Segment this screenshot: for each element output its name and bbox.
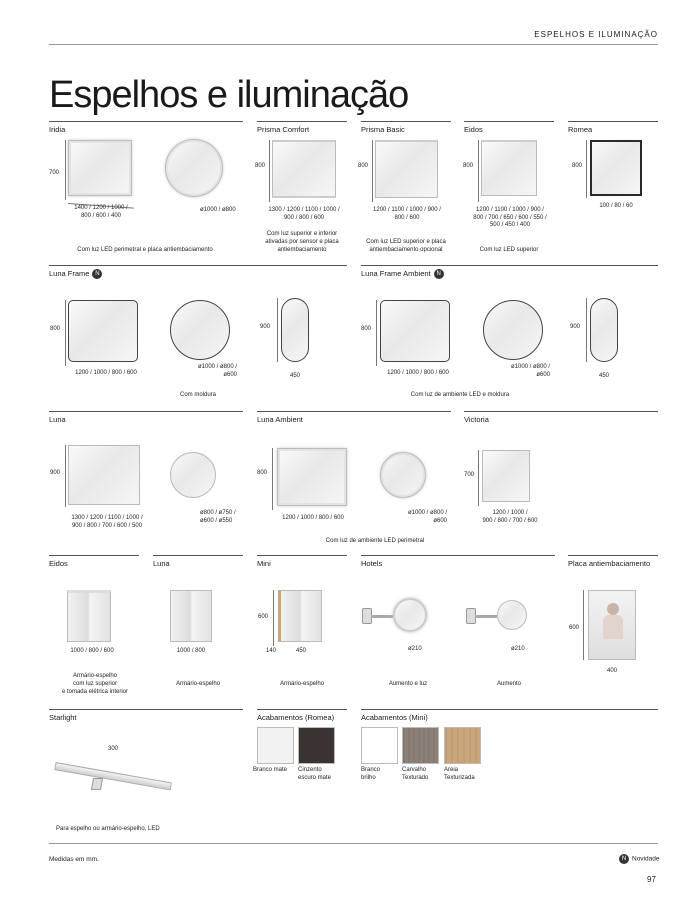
footer-legend (619, 854, 659, 864)
placa-image (588, 590, 636, 660)
product-name-mini: Mini (257, 559, 271, 568)
divider (257, 121, 347, 122)
product-name-hotels: Hotels (361, 559, 383, 568)
swatch-label: Cinzento escuro mate (298, 767, 332, 781)
dim-line (586, 298, 587, 362)
divider (361, 265, 658, 266)
page-header (49, 30, 658, 44)
caption: Com luz de ambiente LED perimetral (325, 538, 425, 544)
caption: Armário-espelho (175, 681, 221, 687)
page-number: 97 (647, 875, 656, 884)
dim-height: 800 (255, 163, 266, 169)
dim-widths: 1000 / 800 / 600 (70, 648, 114, 654)
dim-line (65, 300, 66, 366)
luna-frame-ambient-pill-mirror (590, 298, 618, 362)
caption: Aumento e luz (388, 681, 428, 687)
footer-note: Medidas em mm. (49, 856, 99, 863)
iridia-round-mirror (165, 139, 223, 197)
mini-cabinet-image (278, 590, 322, 642)
person-head-icon (607, 603, 619, 615)
dim-depth: 140 (266, 648, 277, 654)
romea-mirror (590, 140, 642, 196)
product-name-eidos: Eidos (464, 125, 483, 134)
luna-cabinet-image (170, 590, 212, 642)
divider (568, 121, 658, 122)
swatch-label: Branco brilho (361, 767, 381, 781)
dim-height: 700 (49, 170, 60, 176)
product-name-luna-frame-ambient: Luna Frame Ambient N (361, 269, 444, 279)
dim-line (269, 140, 270, 202)
dim-height: 900 (50, 470, 61, 476)
dim-height: 900 (570, 324, 581, 330)
luna-rect-mirror (68, 445, 140, 505)
divider (361, 709, 658, 710)
eidos-mirror (481, 140, 537, 196)
caption: Com luz LED perimetral e placa antiembaciamento (77, 247, 213, 253)
header-divider (49, 44, 658, 45)
page-title: Espelhos e iluminação (49, 74, 409, 116)
product-name-victoria: Victoria (464, 415, 489, 424)
dim-widths: 1200 / 1000 / 900 / 800 / 700 / 600 (482, 510, 538, 524)
product-name-iridia: Iridia (49, 125, 66, 134)
product-name-luna-cabinet: Luna (153, 559, 170, 568)
divider (464, 121, 554, 122)
prisma-basic-mirror (375, 140, 438, 198)
caption: Armário-espelho (279, 681, 325, 687)
product-name-prisma-basic: Prisma Basic (361, 125, 405, 134)
divider (361, 555, 555, 556)
victoria-mirror (482, 450, 530, 502)
iridia-rect-mirror (68, 140, 132, 196)
dim-widths: 1200 / 1100 / 1000 / 900 / 800 / 600 (373, 207, 441, 221)
dim-width: 450 (296, 648, 307, 654)
dim-diameters: ø1000 / ø800 / ø600 (408, 510, 448, 524)
dim-height: 800 (572, 163, 583, 169)
starlight-bracket-icon (91, 778, 103, 790)
hotels-arm-icon (371, 615, 393, 618)
product-name-placa: Placa antiembaciamento (568, 559, 651, 568)
swatch-branco-mate (257, 727, 294, 764)
dim-height: 900 (260, 324, 271, 330)
caption: Para espelho ou armário-espelho, LED (56, 826, 160, 832)
dim-height: 600 (569, 625, 580, 631)
divider (568, 555, 658, 556)
product-name-romea: Romea (568, 125, 593, 134)
product-name-acabamentos-mini: Acabamentos (Mini) (361, 713, 428, 722)
luna-frame-ambient-round-mirror (483, 300, 543, 360)
dim-line (277, 298, 278, 362)
dim-height: 800 (358, 163, 369, 169)
hotels-magnifier-light-mirror (393, 598, 427, 632)
product-name-eidos-cabinet: Eidos (49, 559, 68, 568)
dim-width: 450 (598, 373, 609, 379)
swatch-cinzento-escuro-mate (298, 727, 335, 764)
divider (49, 555, 139, 556)
luna-ambient-rect-mirror (277, 448, 347, 506)
product-name-acabamentos-romea: Acabamentos (Romea) (257, 713, 335, 722)
swatch-areia-texturizada (444, 727, 481, 764)
dim-widths: 1200 / 1000 / 800 / 600 (75, 370, 137, 376)
new-badge-icon: N (434, 269, 444, 279)
dim-diameters: ø1000 / ø800 / ø600 (511, 364, 551, 378)
luna-round-mirror (170, 452, 216, 498)
dim-height: 600 (258, 614, 269, 620)
dim-diameters: ø1000 / ø800 (200, 207, 236, 213)
swatch-label: Carvalho Texturado (402, 767, 429, 781)
dim-height: 800 (361, 326, 372, 332)
section-title: ESPELHOS E ILUMINAÇÃO (534, 30, 658, 39)
divider (49, 709, 243, 710)
dim-diameter: ø210 (408, 646, 422, 652)
dim-height: 800 (50, 326, 61, 332)
product-name-luna-ambient: Luna Ambient (257, 415, 303, 424)
eidos-cabinet-image (67, 590, 111, 642)
divider (257, 411, 451, 412)
caption: Com luz LED superior e placa antiembaciamento opcional (366, 239, 446, 253)
dim-line (583, 590, 584, 660)
dim-widths: 1400 / 1200 / 1000 / 800 / 600 / 400 (74, 205, 128, 219)
dim-length: 300 (108, 746, 119, 752)
dim-line (372, 140, 373, 202)
dim-line (273, 590, 274, 646)
dim-height: 800 (463, 163, 474, 169)
dim-widths: 1200 / 1000 / 800 / 600 (387, 370, 449, 376)
caption: Aumento (496, 681, 521, 687)
divider (257, 555, 347, 556)
dim-widths: 1200 / 1000 / 800 / 600 (282, 515, 344, 521)
dim-line (586, 140, 587, 198)
dim-diameter: ø210 (511, 646, 525, 652)
dim-widths: 1000 / 800 (176, 648, 206, 654)
dim-height: 800 (257, 470, 268, 476)
luna-frame-round-mirror (170, 300, 230, 360)
product-name-luna-frame: Luna Frame N (49, 269, 102, 279)
product-name-luna: Luna (49, 415, 66, 424)
caption: Com luz de ambiente LED e moldura (410, 392, 510, 398)
caption: Com luz superior e inferior ativadas por sensor e placa antiembaciamento (265, 231, 339, 253)
hotels-magnifier-mirror (497, 600, 527, 630)
swatch-label: Areia Texturizada (444, 767, 475, 781)
swatch-branco-brilho (361, 727, 398, 764)
dim-line (478, 450, 479, 506)
person-body-icon (603, 615, 623, 639)
footer-divider (49, 843, 658, 844)
caption: Com luz LED superior (479, 247, 539, 253)
dim-widths: 1300 / 1200 / 1100 / 1000 / 900 / 800 / 700 / 600 / 500 (71, 515, 143, 529)
divider (361, 121, 451, 122)
dim-width: 400 (606, 668, 617, 674)
new-badge-icon: N (92, 269, 102, 279)
divider (49, 411, 243, 412)
footer-legend-label: Novidade (632, 855, 660, 863)
product-name-prisma-comfort: Prisma Comfort (257, 125, 310, 134)
dim-diameters: ø1000 / ø800 / ø600 (198, 364, 238, 378)
caption: Armário-espelho com luz superior e tomada elétrica interior (61, 673, 129, 695)
dim-widths: 1300 / 1200 / 1100 / 1000 / 900 / 800 / 600 (268, 207, 340, 221)
luna-ambient-round-mirror (380, 452, 426, 498)
product-name-starlight: Starlight (49, 713, 77, 722)
swatch-carvalho-texturado (402, 727, 439, 764)
divider (49, 121, 243, 122)
dim-line (65, 445, 66, 507)
new-badge-icon: N (619, 854, 629, 864)
dim-line (376, 300, 377, 366)
luna-frame-rect-mirror (68, 300, 138, 362)
dim-line (65, 140, 66, 200)
dim-height: 700 (464, 472, 475, 478)
dim-width: 450 (289, 373, 300, 379)
dim-widths: 1200 / 1100 / 1000 / 900 / 800 / 700 / 650 / 600 / 550 / 500 / 450 / 400 (473, 207, 547, 228)
hotels-arm-icon (475, 615, 497, 618)
starlight-lamp-image (54, 762, 172, 790)
divider (257, 709, 347, 710)
divider (49, 265, 347, 266)
divider (153, 555, 243, 556)
luna-frame-pill-mirror (281, 298, 309, 362)
caption: Com moldura (179, 392, 216, 398)
dim-widths: 100 / 80 / 60 (599, 203, 633, 209)
swatch-label: Branco mate (253, 767, 288, 773)
divider (464, 411, 658, 412)
dim-line (478, 140, 479, 202)
luna-frame-ambient-rect-mirror (380, 300, 450, 362)
prisma-comfort-mirror (272, 140, 336, 198)
dim-diameters: ø800 / ø750 / ø600 / ø550 (200, 510, 236, 524)
dim-line (272, 448, 273, 510)
